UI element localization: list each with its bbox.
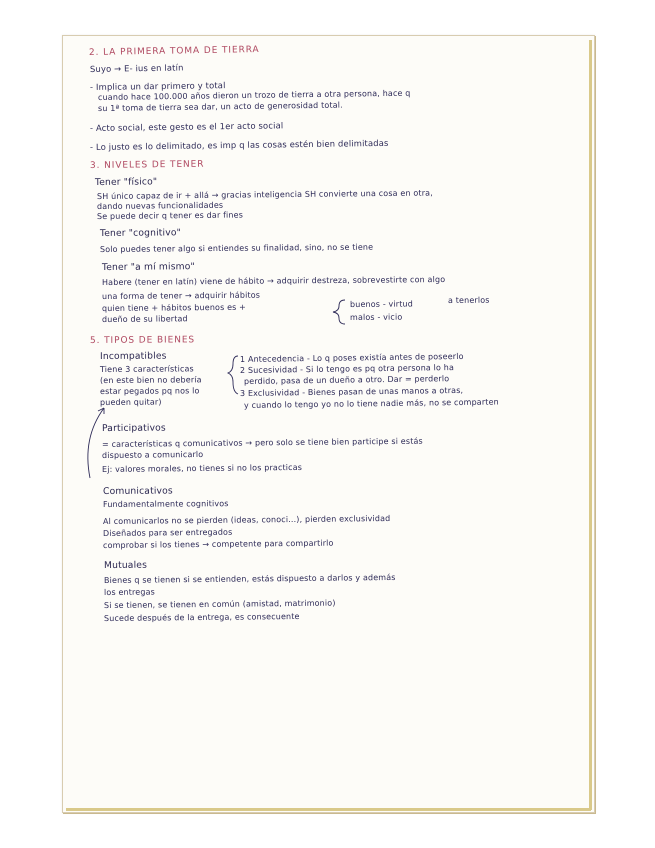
note-line: Habere (tener en latín) viene de hábito → adquirir destreza, sobrevestirte con algo [101,275,446,287]
section-heading-2: 2. LA PRIMERA TOMA DE TIERRA [88,45,260,58]
brace-item: buenos - virtud [349,299,414,309]
note-line: comprobar si los tienes → competente para compartirlo [102,538,334,550]
note-aside: a tenerlos [447,295,490,305]
subheading-mutuales: Mutuales [103,559,148,571]
brace-mark [228,356,238,394]
subheading-comunicativos: Comunicativos [102,485,173,497]
note-line: Diseñados para ser entregados [102,527,233,538]
characteristic-line: 1 Antecedencia - Lo q poses existía antes de poseerlo [239,351,464,364]
subheading-incompatibles: Incompatibles [99,350,167,362]
characteristic-line: 3 Exclusividad - Bienes pasan de unas manos a otras, [239,385,464,398]
note-line: una forma de tener → adquirir hábitos [101,290,261,301]
note-line: = características q comunicativos → pero solo se tiene bien participe si estás [101,436,423,449]
note-line: - Implica un dar primero y total [89,80,226,92]
note-line: Se puede decir q tener es dar fines [96,210,244,221]
note-line: Bienes q se tienen si se entienden, estás dispuesto a darlos y además [103,572,396,585]
note-line: dando nuevas funcionalidades [96,200,224,211]
subheading-tener-fisico: Tener "físico" [94,176,158,188]
note-line: Fundamentalmente cognitivos [102,499,229,509]
note-line: Ej: valores morales, no tienes si no los practicas [101,462,303,474]
note-line: Suyo → E- ius en latín [89,62,184,74]
note-line: Tiene 3 características [99,364,194,374]
note-line: - Acto social, este gesto es el 1er acto social [89,120,284,133]
characteristic-line: perdido, pasa de un dueño a otro. Dar = perderlo [243,374,450,386]
note-line: cuando hace 100.000 años dieron un trozo de tierra a otra persona, hace q [97,88,411,102]
characteristic-line: y cuando lo tengo yo no lo tiene nadie más, no se comparten [243,397,499,410]
note-line: quien tiene + hábitos buenos es + [101,302,247,313]
note-line: - Lo justo es lo delimitado, es imp q las cosas estén bien delimitadas [89,137,389,152]
note-line: su 1ª toma de tierra sea dar, un acto de generosidad total. [97,100,343,113]
note-line: dispuesto a comunicarlo [101,449,204,460]
note-line: estar pegados pq nos lo [99,386,200,396]
subheading-tener-cognitivo: Tener "cognitivo" [99,227,182,239]
note-line: Al comunicarlos no se pierden (ideas, conoci...), pierden exclusividad [102,513,391,526]
note-line: los entregas [103,587,155,597]
note-line: pueden quitar) [99,397,162,407]
section-heading-3: 3. NIVELES DE TENER [89,159,205,171]
subheading-participativos: Participativos [101,422,166,434]
subheading-tener-mismo: Tener "a mí mismo" [101,261,195,273]
note-line: Si se tienen, se tienen en común (amistad, matrimonio) [103,598,336,610]
note-line: Solo puedes tener algo si entiendes su finalidad, sino, no se tiene [99,242,374,254]
brace-mark [333,300,345,324]
characteristic-line: 2 Sucesividad - Si lo tengo es pq otra persona lo ha [239,363,455,375]
note-line: dueño de su libertad [101,314,188,324]
brace-item: malos - vicio [349,312,403,322]
note-line: SH único capaz de ir + allá → gracias inteligencia SH convierte una cosa en otra, [96,188,433,201]
section-heading-5: 5. TIPOS DE BIENES [89,335,196,346]
arrow-icon [88,408,104,478]
note-line: (en este bien no debería [99,375,202,385]
note-line: Sucede después de la entrega, es consecuente [103,611,300,623]
